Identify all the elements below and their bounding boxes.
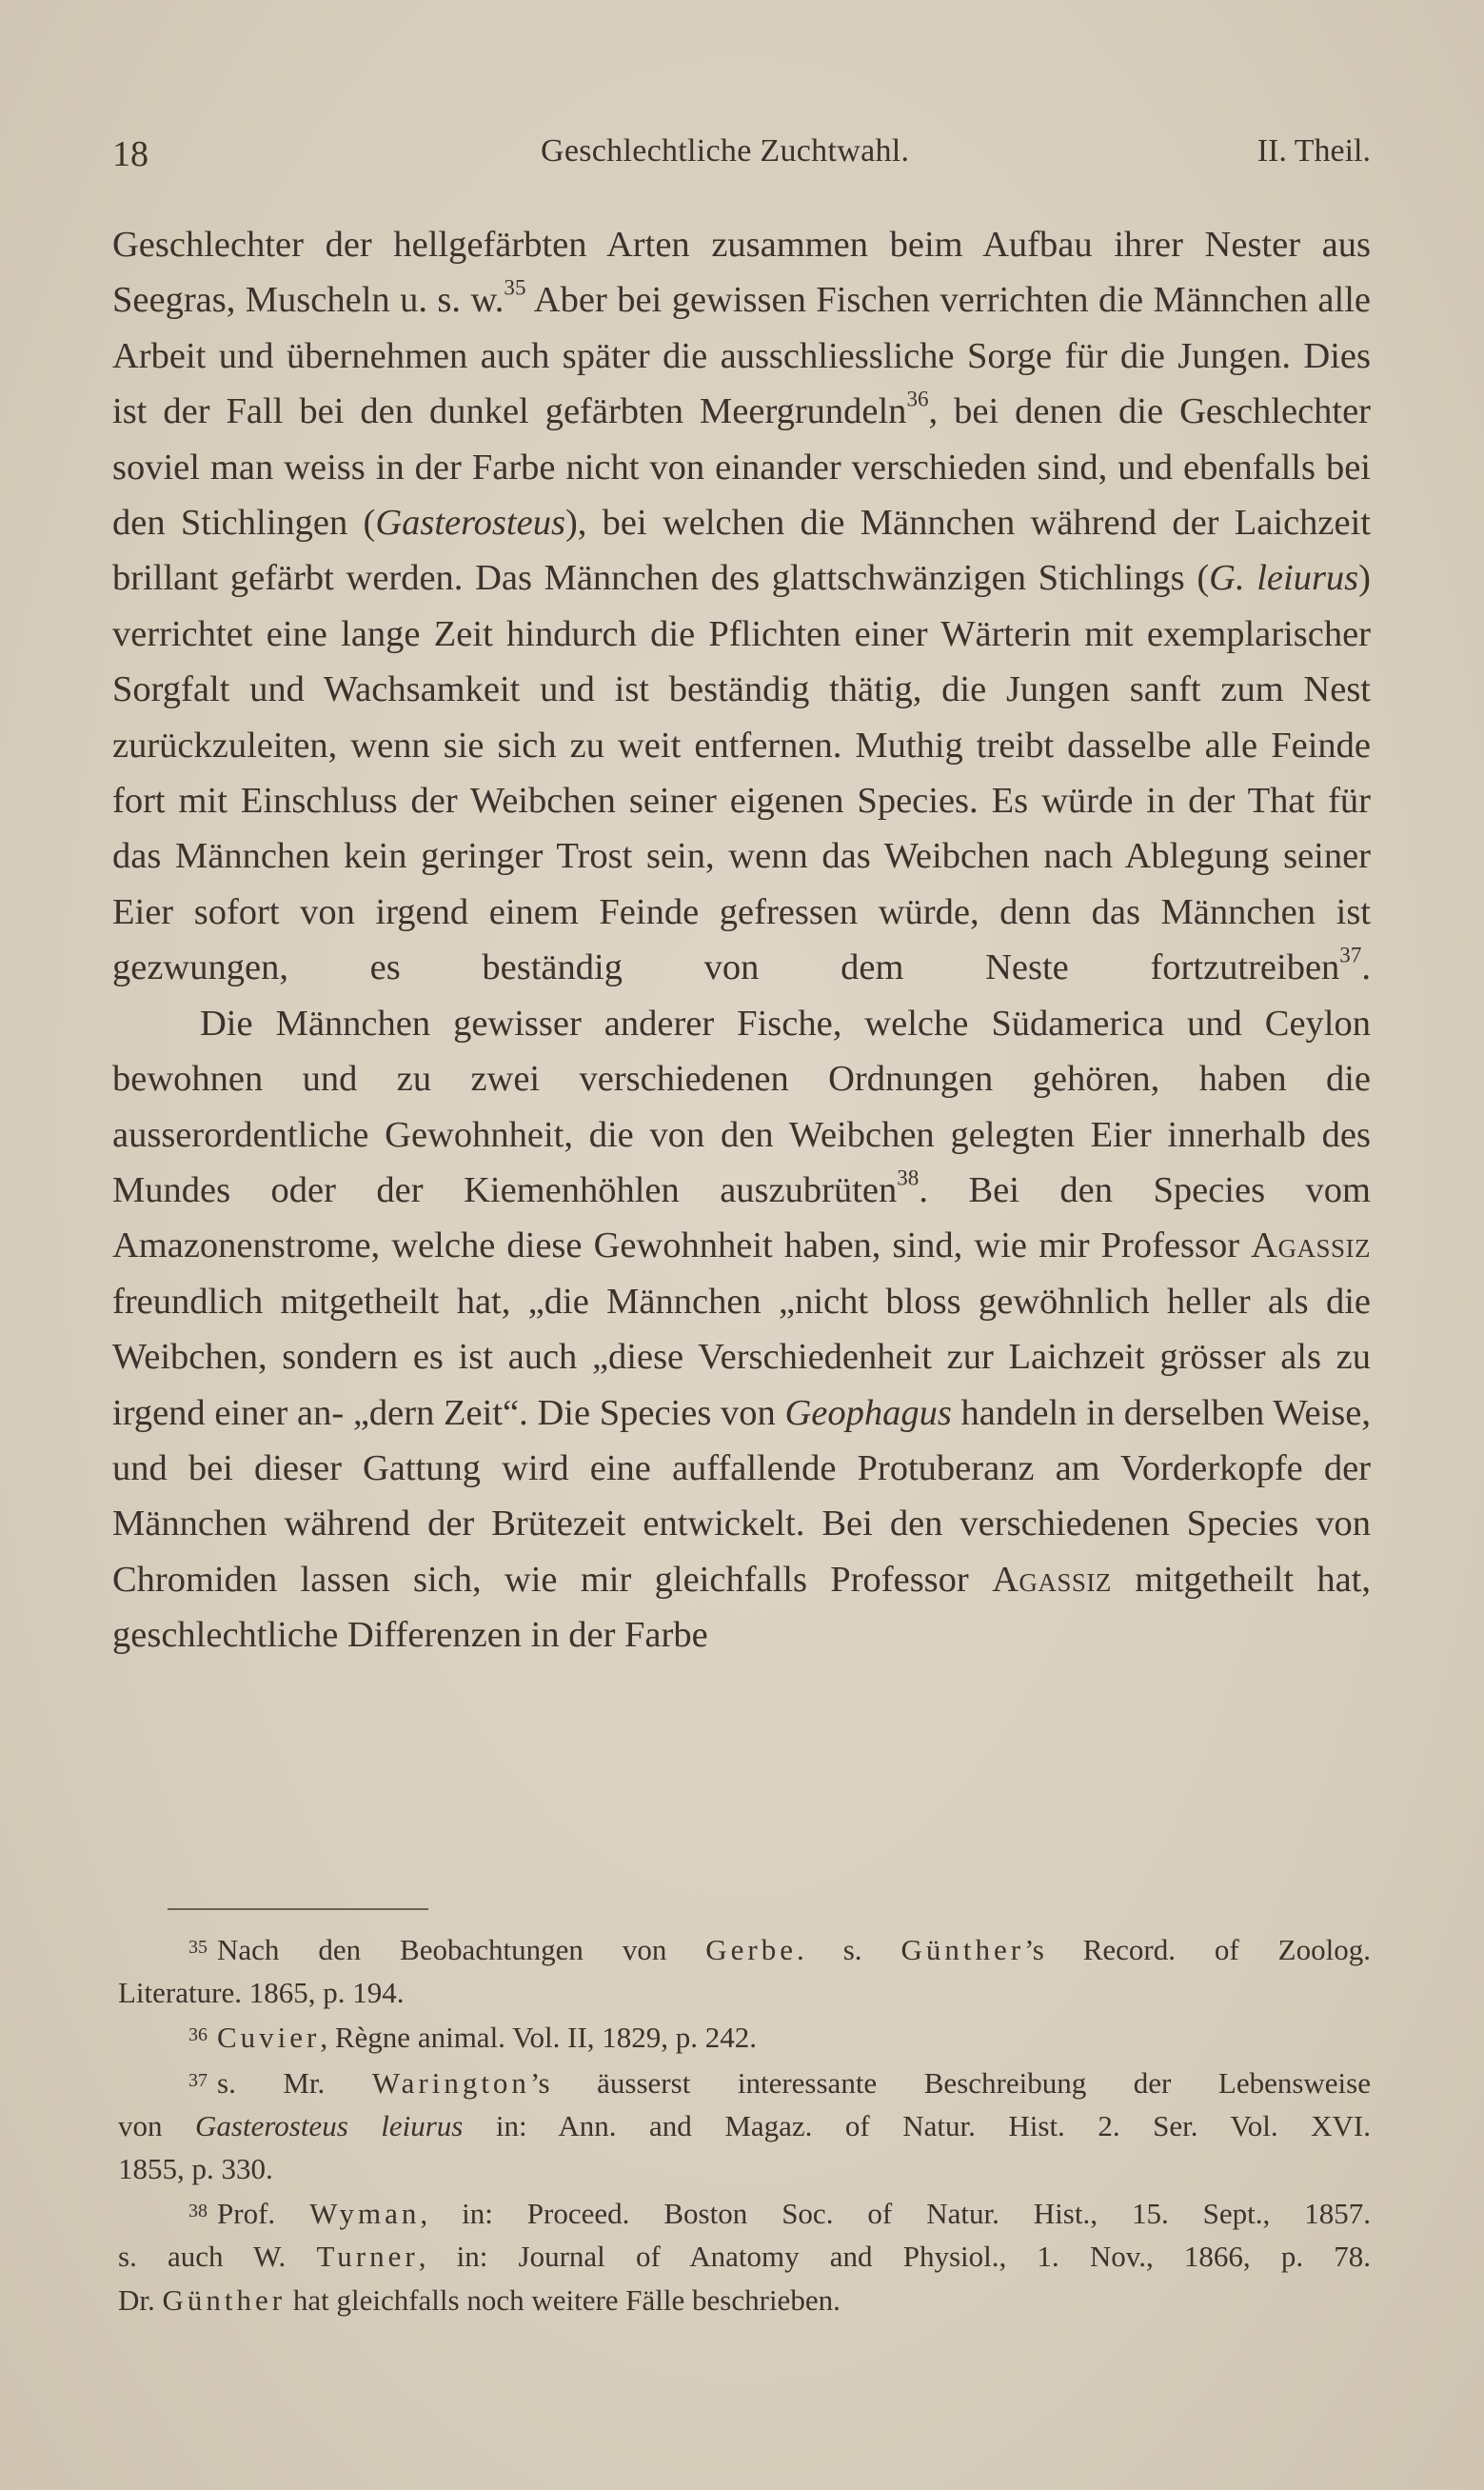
footnotes [118,1926,1371,2321]
paragraph-2 [112,996,1371,1663]
main-text [112,217,1371,1663]
text-run: ’s Record. of Zoolog. [1024,1933,1371,1966]
text-run: . Bei den Species vom Amazonenstrome, welche diese Gewohnheit haben, sind, wie mir Professor [112,1169,1371,1266]
footnote-37-cont [118,2104,1371,2147]
footnote-35-cont: Literature. 1865, p. 194. [118,1976,405,2010]
page-number: 18 [112,134,148,174]
footnote-38-cont [118,2235,1371,2278]
text-run: , bei denen die Geschlechter soviel man weiss in der Farbe nicht von einander verschieden sind, und ebenfalls bei den Stichlingen ( [112,391,1372,544]
species-name: Gasterosteus leiurus [195,2108,464,2142]
footnote-number: 37 [188,2069,208,2091]
person-name: Wyman [309,2197,421,2231]
paragraph-1 [112,217,1371,996]
text-run: in: Ann. and Magaz. of Natur. Hist. 2. Ser. Vol. XVI. [463,2108,1371,2142]
person-name: Agassiz [1251,1225,1371,1266]
person-name: Gerbe [705,1933,798,1966]
footnote-ref-35: 35 [504,275,526,301]
footnote-number: 38 [188,2201,208,2222]
text-run: handeln in derselben Weise, und bei dieser Gattung wird eine auffallende Protuberanz am Vorderkopfe der Männchen während der Brütezeit entwickelt. Bei den verschiedenen Species von Chromiden lassen sich, wie mir gleichfalls Professor [112,1392,1371,1600]
footnote-36 [118,2014,1371,2059]
text-run: . [1361,947,1371,988]
footnote-37 [118,2060,1371,2104]
footnote-number: 36 [188,2024,208,2046]
text-run: Dr. [118,2282,163,2317]
footnote-37-cont2: 1855, p. 330. [118,2152,273,2186]
footnote-ref-37: 37 [1339,942,1362,967]
species-name: Gasterosteus [375,503,565,544]
person-name: Cuvier [217,2021,321,2055]
text-run: , Règne animal. Vol. II, 1829, p. 242. [320,2021,758,2055]
person-name: Agassiz [992,1559,1112,1600]
genus-name: Geophagus [784,1392,952,1433]
text-run: Prof. [217,2197,310,2231]
running-header [112,133,1371,181]
text-run: ), bei welchen die Männchen während der Laichzeit brillant gefärbt werden. Das Männchen des glattschwänzigen Stichlings ( [112,503,1371,599]
text-run: hat gleichfalls noch weitere Fälle beschrieben. [286,2282,841,2317]
text-run: freundlich mitgetheilt hat, „die Männchen „nicht bloss gewöhnlich heller als die Weibchen, sondern es ist auch „diese Verschiedenheit zur Laichzeit grösser als zu irgend einer an- „dern Zeit“. Die Species von [112,1281,1371,1433]
text-run: ’s äusserst interessante Beschreibung der Lebensweise [529,2065,1371,2100]
text-run: Nach den Beobachtungen von [217,1933,706,1966]
footnote-number: 35 [188,1937,208,1958]
text-run: von [118,2108,196,2142]
text-run: Die Männchen gewisser anderer Fische, welche Südamerica und Ceylon bewohnen und zu zwei verschiedenen Ordnungen gehören, haben die ausserordentliche Gewohnheit, die von den Weibchen gelegten Eier innerhalb des Mundes oder der Kiemenhöhlen auszubrüten [112,1003,1371,1210]
person-name: Turner [316,2240,419,2274]
footnote-38 [118,2190,1371,2235]
person-name: Warington [371,2065,530,2100]
text-run: ) verrichtet eine lange Zeit hindurch die Pflichten einer Wärterin mit exemplarischer Sorgfalt und Wachsamkeit und ist beständig thätig, die Jungen sanft zum Nest zurückzuleiten, wenn sie sich zu weit entfernen. Muthig treibt dasselbe alle Feinde fort mit Einschluss der Weibchen seiner eigenen Species. Es würde in der That für das Männchen kein geringer Trost sein, wenn das Weibchen nach Ablegung seiner Eier sofort von irgend einem Feinde gefressen würde, denn das Männchen ist gezwungen, es beständig von dem Neste fortzutreiben [112,558,1371,988]
footnote-divider [168,1908,428,1910]
person-name: Günther [162,2282,287,2317]
text-run: , in: Journal of Anatomy and Physiol., 1. Nov., 1866, p. 78. [418,2240,1371,2274]
text-run: Geschlechter der hellgefärbten Arten zusammen beim Aufbau ihrer Nester aus Seegras, Muscheln u. s. w. [112,225,1371,321]
text-run: , in: Proceed. Boston Soc. of Natur. Hist., 15. Sept., 1857. [420,2197,1371,2231]
text-run: . s. [797,1933,901,1966]
text-run: Aber bei gewissen Fischen verrichten die Männchen alle Arbeit und übernehmen auch später die ausschliessliche Sorge für die Jungen. Dies ist der Fall bei den dunkel gefärbten Meergrundeln [112,280,1371,432]
footnote-35 [118,1926,1371,1971]
footnote-ref-38: 38 [897,1165,920,1190]
text-run: s. Mr. [217,2065,372,2100]
part-label: II. Theil. [1256,133,1371,169]
text-run: s. auch W. [118,2240,317,2274]
footnote-38-cont2 [118,2279,1371,2321]
person-name: Günther [900,1933,1025,1966]
running-title: Geschlechtliche Zuchtwahl. [541,133,910,169]
footnote-ref-36: 36 [906,386,929,411]
text-run: mitgetheilt hat, geschlechtliche Differenzen in der Farbe [112,1559,1371,1656]
species-name: G. leiurus [1209,558,1359,599]
